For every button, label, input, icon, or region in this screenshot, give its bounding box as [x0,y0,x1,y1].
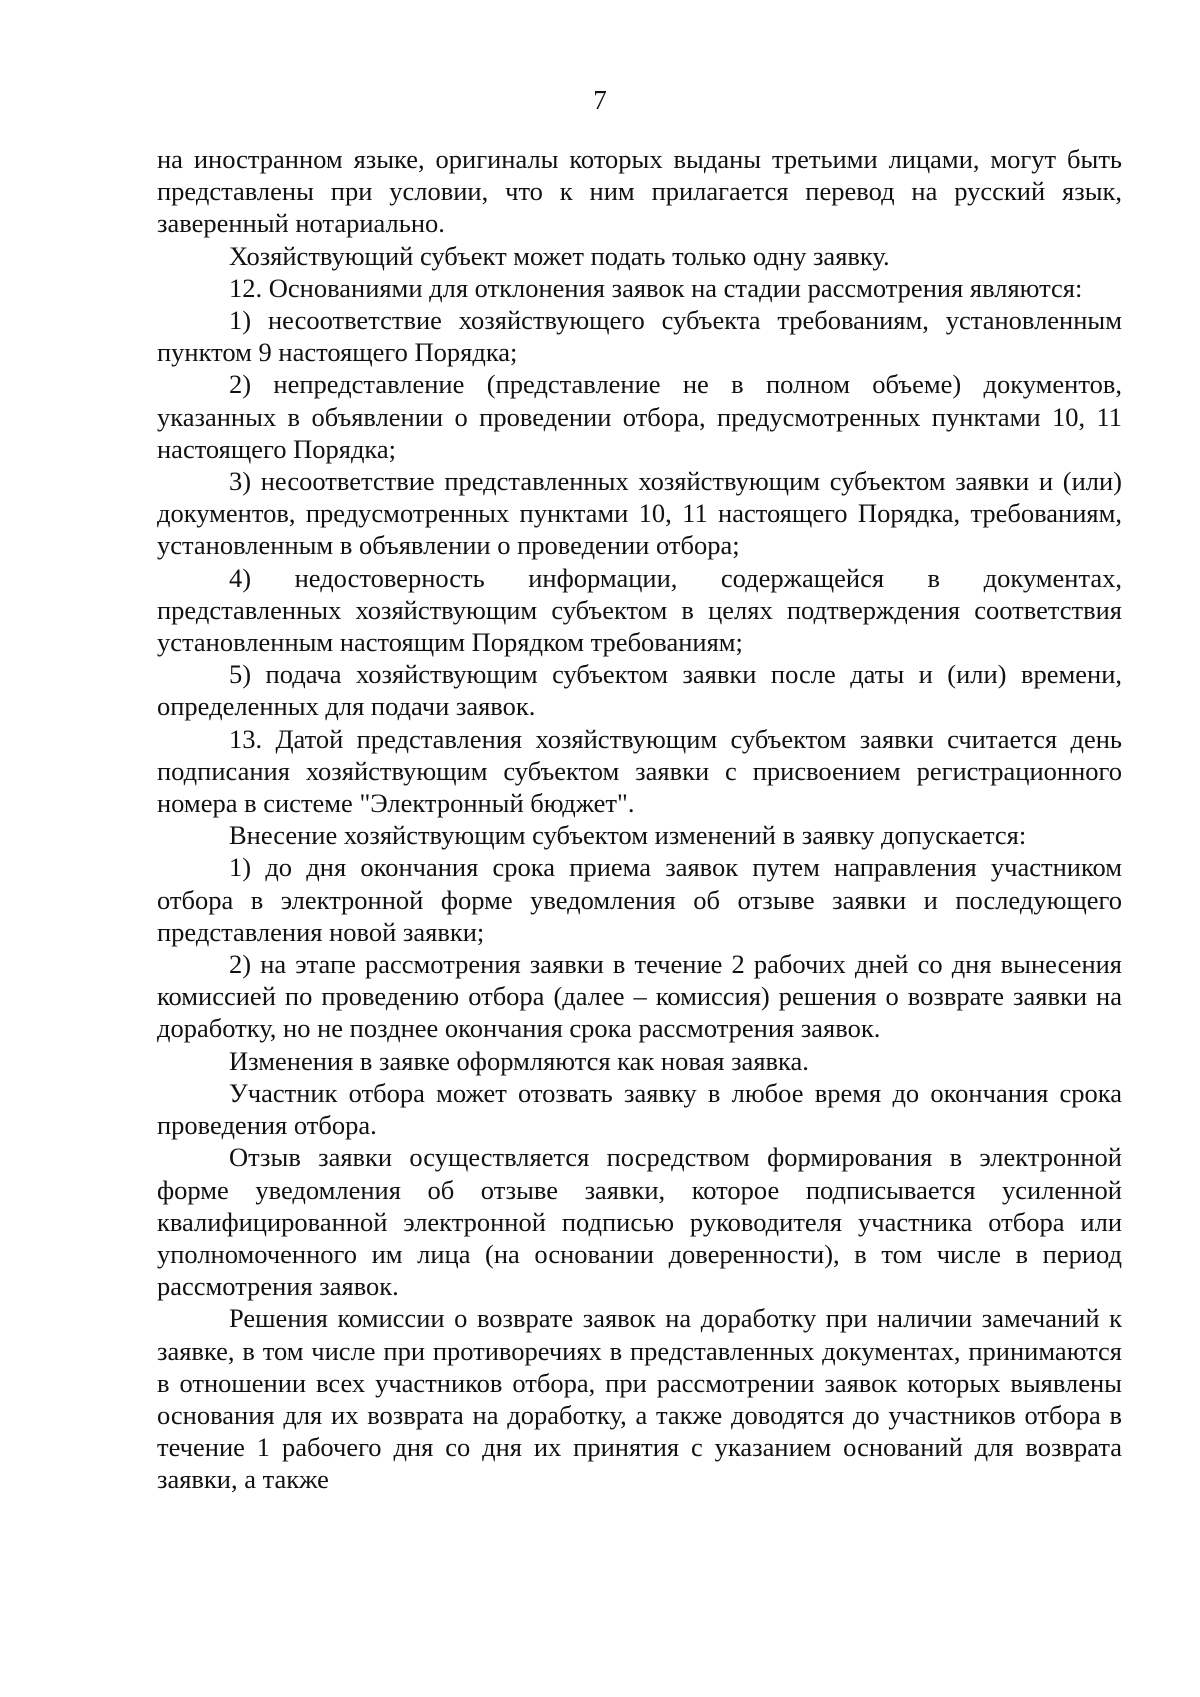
paragraph-commission-decisions: Решения комиссии о возврате заявок на доработку при наличии замечаний к заявке, в том числе при противоречиях в представленных документах, принимаются в отношении всех участников отбора, при рассмотрении заявок которых выявлены основания для их возврата на доработку, а также доводятся до участников отбора в течение 1 рабочего дня со дня их принятия с указанием оснований для возврата заявки, а также [157,1303,1122,1495]
paragraph-clause-12-item-1: 1) несоответствие хозяйствующего субъекта требованиям, установленным пунктом 9 настоящего Порядка; [157,305,1122,368]
paragraph-withdrawal-procedure: Отзыв заявки осуществляется посредством формирования в электронной форме уведомления об отзыве заявки, которое подписывается усиленной квалифицированной электронной подписью руководителя участника отбора или уполномоченного им лица (на основании доверенности), в том числе в период рассмотрения заявок. [157,1142,1122,1302]
paragraph-clause-12-item-5: 5) подача хозяйствующим субъектом заявки после даты и (или) времени, определенных для подачи заявок. [157,659,1122,722]
document-body [157,143,1122,1496]
paragraph-clause-13: 13. Датой представления хозяйствующим субъектом заявки считается день подписания хозяйствующим субъектом заявки с присвоением регистрационного номера в системе "Электронный бюджет". [157,723,1122,819]
page-number: 7 [593,85,607,115]
paragraph-continuation: на иностранном языке, оригиналы которых выданы третьими лицами, могут быть представлены при условии, что к ним прилагается перевод на русский язык, заверенный нотариально. [157,144,1122,239]
paragraph-clause-12-item-4: 4) недостоверность информации, содержащейся в документах, представленных хозяйствующим субъектом в целях подтверждения соответствия установленным настоящим Порядком требованиям; [157,562,1122,658]
paragraph-changes-allowed: Внесение хозяйствующим субъектом изменений в заявку допускается: [229,820,1027,851]
paragraph-clause-12-item-3: 3) несоответствие представленных хозяйствующим субъектом заявки и (или) документов, предусмотренных пунктами 10, 11 настоящего Порядка, требованиям, установленным в объявлении о проведении отбора; [157,466,1122,561]
paragraph-changes-as-new: Изменения в заявке оформляются как новая заявка. [229,1045,809,1076]
paragraph-clause-12-item-2: 2) непредставление (представление не в полном объеме) документов, указанных в объявлении о проведении отбора, предусмотренных пунктами 10, 11 настоящего Порядка; [157,369,1122,464]
paragraph-single-application: Хозяйствующий субъект может подать только одну заявку. [229,240,890,271]
paragraph-clause-12: 12. Основаниями для отклонения заявок на стадии рассмотрения являются: [229,272,1083,303]
paragraph-changes-item-2: 2) на этапе рассмотрения заявки в течение 2 рабочих дней со дня вынесения комиссией по проведению отбора (далее – комиссия) решения о возврате заявки на доработку, но не позднее окончания срока рассмотрения заявок. [157,949,1122,1044]
paragraph-changes-item-1: 1) до дня окончания срока приема заявок путем направления участником отбора в электронной форме уведомления об отзыве заявки и последующего представления новой заявки; [157,852,1122,947]
paragraph-withdrawal-right: Участник отбора может отозвать заявку в любое время до окончания срока проведения отбора. [157,1077,1122,1141]
